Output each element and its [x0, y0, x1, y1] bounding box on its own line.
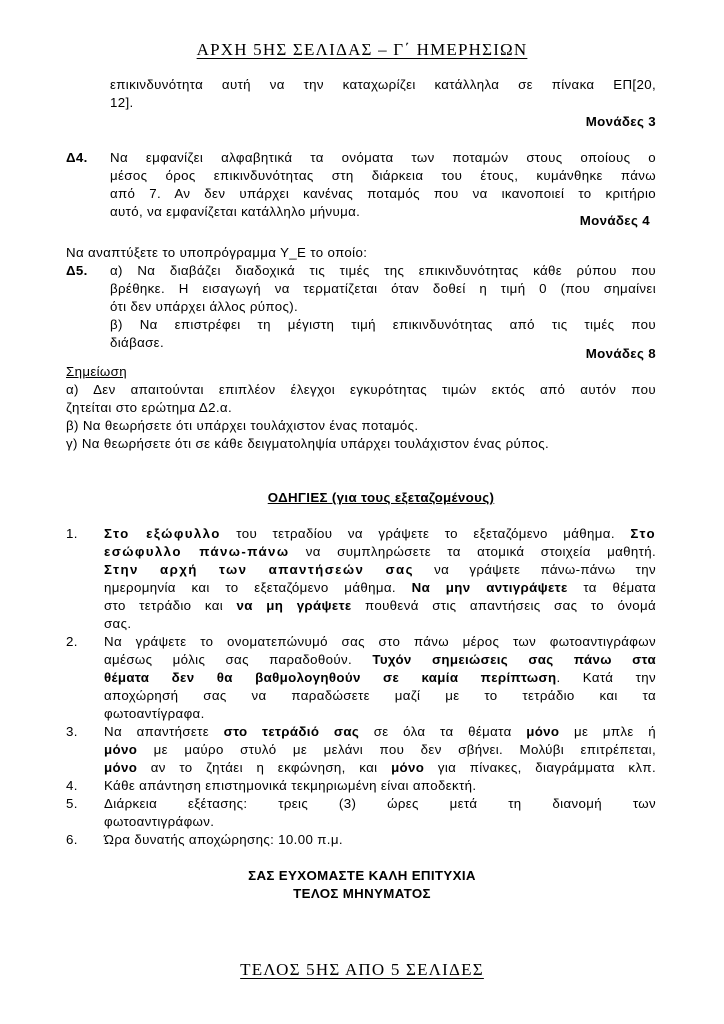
instr-2-num: 2. — [66, 634, 78, 649]
d4-line-3: από 7. Αν δεν υπάρχει κανένας ποταμός που να ικανοποιεί το κριτήριο — [110, 186, 656, 201]
d3-marks: Μονάδες 3 — [585, 114, 656, 129]
instr-1-line-2: εσώφυλλο πάνω-πάνω να συμπληρώσετε τα ατομικά στοιχεία μαθητή. — [104, 544, 656, 559]
d4-line-1: Να εμφανίζει αλφαβητικά τα ονόματα των ποταμών στους οποίους ο — [110, 150, 656, 165]
instr-2-line-5: φωτοαντίγραφα. — [104, 706, 205, 721]
d4-line-4: αυτό, να εμφανίζεται κατάλληλο μήνυμα. — [110, 204, 361, 219]
d5-intro: Να αναπτύξετε το υποπρόγραμμα Υ_Ε το οποίο: — [66, 245, 368, 260]
instr-3-line-3: μόνο αν το ζητάει η εκφώνηση, και μόνο για πίνακες, διαγράμματα κλπ. — [104, 760, 656, 775]
instr-2-line-4: αποχώρησή σας να παραδώσετε μαζί με το τετράδιο και τα — [104, 688, 656, 703]
instr-4-text: Κάθε απάντηση επιστημονικά τεκμηριωμένη είναι αποδεκτή. — [104, 778, 477, 793]
page-header: ΑΡΧΗ 5ΗΣ ΣΕΛΙΔΑΣ – Γ΄ ΗΜΕΡΗΣΙΩΝ — [196, 40, 528, 59]
instr-4-num: 4. — [66, 778, 78, 793]
d5-marks: Μονάδες 8 — [585, 346, 656, 361]
instr-5-num: 5. — [66, 796, 78, 811]
instr-1-line-5: στο τετράδιο και να μη γράψετε πουθενά στις απαντήσεις σας το όνομά — [104, 598, 656, 613]
instr-5-line-2: φωτοαντιγράφων. — [104, 814, 215, 829]
page-footer: ΤΕΛΟΣ 5ΗΣ ΑΠΟ 5 ΣΕΛΙΔΕΣ — [240, 960, 484, 979]
instr-1-line-4: ημερομηνία και το εξεταζόμενο μάθημα. Να μην αντιγράψετε τα θέματα — [104, 580, 656, 595]
d5-line-2: βρέθηκε. Η εισαγωγή να τερματίζεται όταν δοθεί η τιμή 0 (που σημαίνει — [110, 281, 656, 296]
d5-line-1: α) Να διαβάζει διαδοχικά τις τιμές της επικινδυνότητας κάθε ρύπου που — [110, 263, 656, 278]
instr-2-line-2: αμέσως μόλις σας παραδοθούν. Τυχόν σημειώσεις σας πάνω στα — [104, 652, 656, 667]
d5-label: Δ5. — [66, 263, 88, 278]
d5-line-3: ότι δεν υπάρχει άλλος ρύπος). — [110, 299, 299, 314]
d5-line-5: διάβασε. — [110, 335, 165, 350]
d5-line-4: β) Να επιστρέφει τη μέγιστη τιμή επικινδυνότητας από τις τιμές που — [110, 317, 656, 332]
d4-label: Δ4. — [66, 150, 88, 165]
note-line-4: γ) Να θεωρήσετε ότι σε κάθε δειγματοληψία υπάρχει τουλάχιστον ένας ρύπος. — [66, 436, 550, 451]
d3-line-2: 12]. — [110, 95, 134, 110]
instr-5-line-1: Διάρκεια εξέτασης: τρεις (3) ώρες μετά τη διανομή των — [104, 796, 656, 811]
d3-line-1: επικινδυνότητα αυτή να την καταχωρίζει κατάλληλα σε πίνακα ΕΠ[20, — [110, 77, 656, 92]
instr-3-line-2: μόνο με μαύρο στυλό με μελάνι που δεν σβήνει. Μολύβι επιτρέπεται, — [104, 742, 656, 757]
d4-line-2: μέσος όρος επικινδυνότητας στη διάρκεια του έτους, κυμάνθηκε πάνω — [110, 168, 656, 183]
closing-line-1: ΣΑΣ ΕΥΧΟΜΑΣΤΕ ΚΑΛΗ ΕΠΙΤΥΧΙΑ — [248, 868, 476, 883]
instructions-title: ΟΔΗΓΙΕΣ (για τους εξεταζομένους) — [267, 490, 495, 505]
instr-1-line-3: Στην αρχή των απαντήσεών σας να γράψετε πάνω-πάνω την — [104, 562, 656, 577]
instr-6-text: Ώρα δυνατής αποχώρησης: 10.00 π.μ. — [104, 832, 343, 847]
note-line-3: β) Να θεωρήσετε ότι υπάρχει τουλάχιστον ένας ποταμός. — [66, 418, 419, 433]
note-title: Σημείωση — [66, 364, 127, 379]
instr-2-line-3: θέματα δεν θα βαθμολογηθούν σε καμία περίπτωση. Κατά την — [104, 670, 656, 685]
instr-3-line-1: Να απαντήσετε στο τετράδιό σας σε όλα τα θέματα μόνο με μπλε ή — [104, 724, 656, 739]
closing-line-2: ΤΕΛΟΣ ΜΗΝΥΜΑΤΟΣ — [293, 886, 431, 901]
d4-marks: Μονάδες 4 — [579, 213, 650, 228]
instr-3-num: 3. — [66, 724, 78, 739]
note-line-2: ζητείται στο ερώτημα Δ2.α. — [66, 400, 233, 415]
instr-1-line-6: σας. — [104, 616, 132, 631]
note-line-1: α) Δεν απαιτούνται επιπλέον έλεγχοι εγκυρότητας τιμών εκτός από αυτόν που — [66, 382, 656, 397]
instr-1-num: 1. — [66, 526, 78, 541]
instr-2-line-1: Να γράψετε το ονοματεπώνυμό σας στο πάνω μέρος των φωτοαντιγράφων — [104, 634, 656, 649]
instr-6-num: 6. — [66, 832, 78, 847]
instr-1-line-1: Στο εξώφυλλο του τετραδίου να γράψετε το εξεταζόμενο μάθημα. Στο — [104, 526, 656, 541]
